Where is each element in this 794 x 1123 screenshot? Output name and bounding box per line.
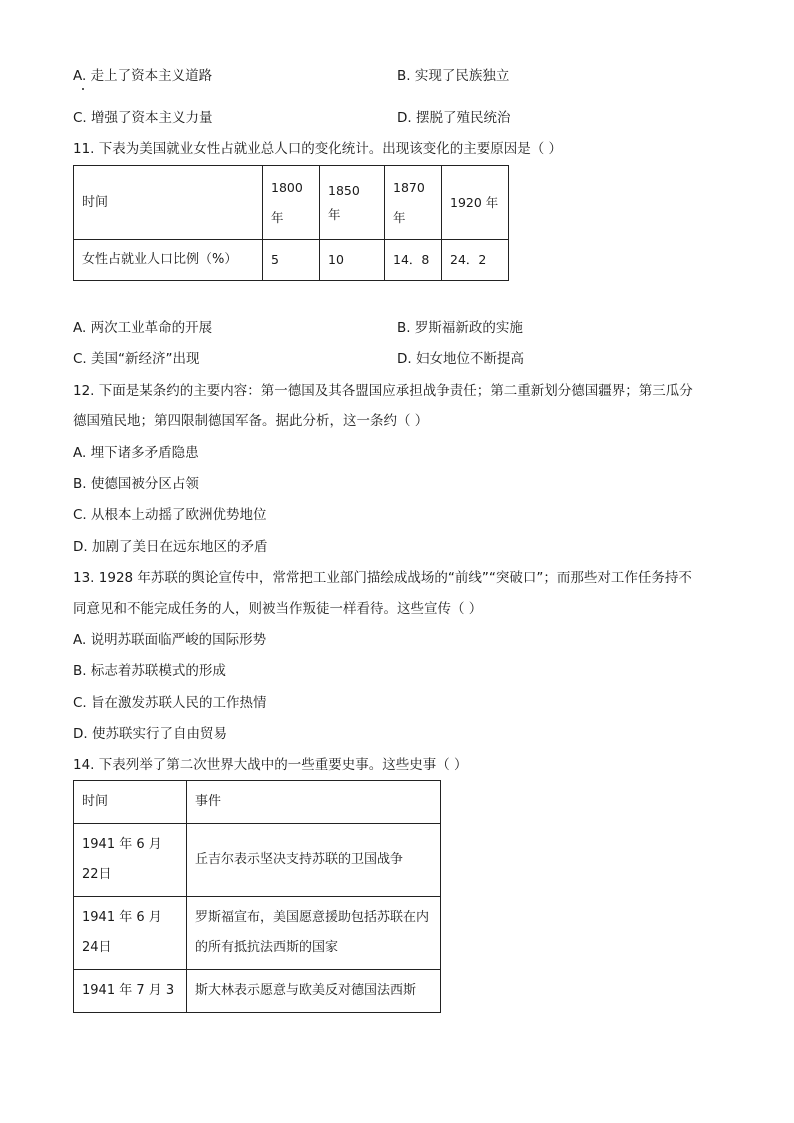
q11-header-1800: 1800年	[263, 166, 320, 240]
q14-header-event: 事件	[187, 781, 441, 824]
q11-option-d: D. 妇女地位不断提高	[397, 351, 524, 367]
q11-option-a: A. 两次工业革命的开展	[73, 320, 213, 336]
q14-table	[73, 780, 441, 1013]
q14-row1-date: 1941 年 6 月 22日	[74, 824, 187, 897]
stray-dot	[82, 88, 84, 90]
q11-table-data-row	[74, 240, 509, 281]
q12-option-a: A. 埋下诸多矛盾隐患	[73, 445, 199, 461]
q14-row2-event: 罗斯福宣布，美国愿意援助包括苏联在内的所有抵抗法西斯的国家	[187, 897, 441, 970]
q12-stem-line2: 德国殖民地；第四限制德国军备。据此分析，这一条约（ ）	[73, 413, 429, 429]
q14-table-header-row	[74, 781, 441, 824]
q13-option-b: B. 标志着苏联模式的形成	[73, 663, 226, 679]
q13-stem-line2: 同意见和不能完成任务的人，则被当作叛徒一样看待。这些宣传（ ）	[73, 601, 483, 617]
q13-option-a: A. 说明苏联面临严峻的国际形势	[73, 632, 267, 648]
q11-table	[73, 165, 509, 281]
q11-header-1850: 1850 年	[320, 166, 385, 240]
q11-value-1870: 14．8	[385, 240, 442, 281]
q14-row3-event: 斯大林表示愿意与欧美反对德国法西斯	[187, 970, 441, 1013]
q11-value-1800: 5	[263, 240, 320, 281]
q10-option-b: B. 实现了民族独立	[397, 68, 510, 84]
q14-row2-date: 1941 年 6 月 24日	[74, 897, 187, 970]
q11-option-b: B. 罗斯福新政的实施	[397, 320, 523, 336]
q11-header-1870: 1870年	[385, 166, 442, 240]
q11-header-time: 时间	[74, 166, 263, 240]
q11-value-1920: 24．2	[442, 240, 509, 281]
q14-row1-event: 丘吉尔表示坚决支持苏联的卫国战争	[187, 824, 441, 897]
q10-option-c: C. 增强了资本主义力量	[73, 110, 213, 126]
q11-stem: 11. 下表为美国就业女性占就业总人口的变化统计。出现该变化的主要原因是（ ）	[73, 141, 563, 157]
q14-stem: 14. 下表列举了第二次世界大战中的一些重要史事。这些史事（ ）	[73, 757, 468, 773]
q12-option-c: C. 从根本上动摇了欧洲优势地位	[73, 507, 267, 523]
q14-row3-date: 1941 年 7 月 3	[74, 970, 187, 1013]
q13-option-d: D. 使苏联实行了自由贸易	[73, 726, 227, 742]
q10-option-a: A. 走上了资本主义道路	[73, 68, 213, 84]
q12-option-b: B. 使德国被分区占领	[73, 476, 199, 492]
q12-option-d: D. 加剧了美日在远东地区的矛盾	[73, 539, 268, 555]
q13-stem-line1: 13. 1928 年苏联的舆论宣传中，常常把工业部门描绘成战场的“前线”“突破口”；而那些对工作任务持不	[73, 570, 692, 586]
q14-header-time: 时间	[74, 781, 187, 824]
table-row	[74, 897, 441, 970]
q11-row-label: 女性占就业人口比例（%）	[74, 240, 263, 281]
q11-value-1850: 10	[320, 240, 385, 281]
q12-stem-line1: 12. 下面是某条约的主要内容：第一德国及其各盟国应承担战争责任；第二重新划分德国疆界；第三瓜分	[73, 383, 693, 399]
q11-header-1920: 1920 年	[442, 166, 509, 240]
q13-option-c: C. 旨在激发苏联人民的工作热情	[73, 695, 267, 711]
q11-option-c: C. 美国“新经济”出现	[73, 351, 200, 367]
q10-option-d: D. 摆脱了殖民统治	[397, 110, 511, 126]
table-row	[74, 824, 441, 897]
q11-table-header-row	[74, 166, 509, 240]
table-row	[74, 970, 441, 1013]
